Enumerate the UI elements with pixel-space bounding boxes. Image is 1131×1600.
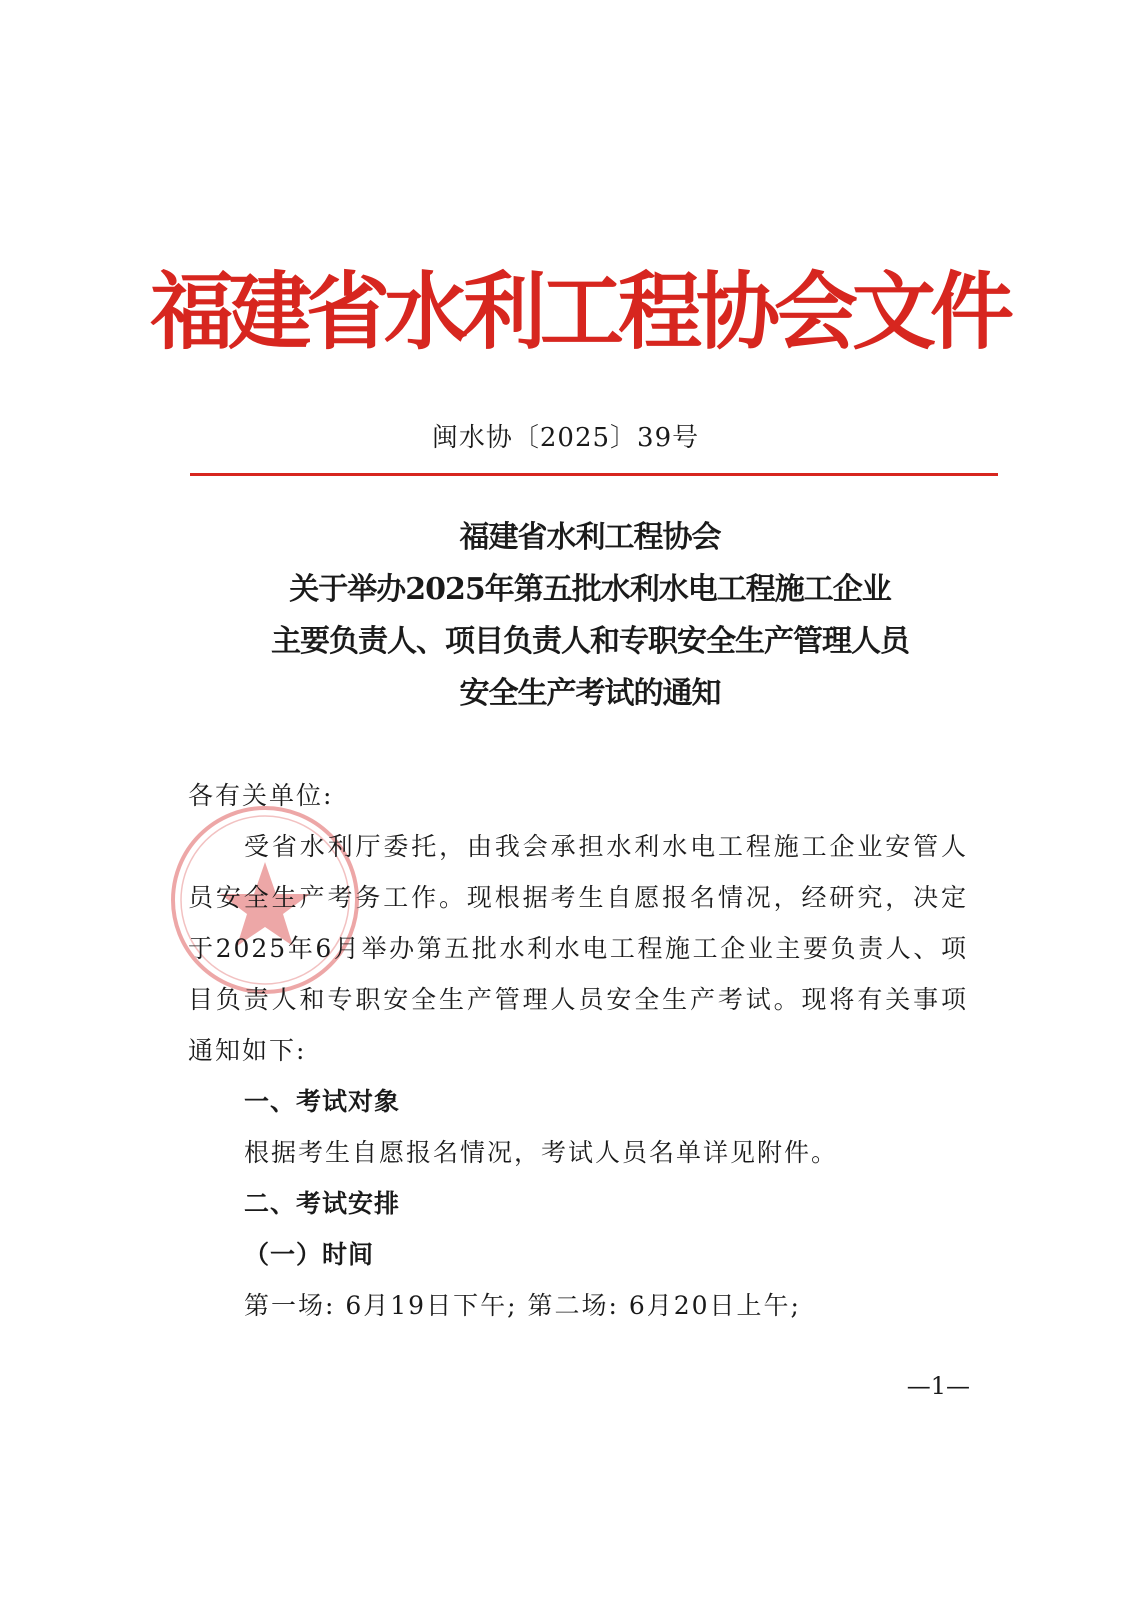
section-2-heading: 二、考试安排	[244, 1189, 401, 1218]
red-divider	[190, 473, 998, 476]
document-number: 闽水协〔2025〕39号	[431, 423, 700, 453]
title-line-4: 安全生产考试的通知	[459, 676, 721, 711]
document-masthead: 福建省水利工程协会文件	[150, 263, 1009, 361]
section-2-subheading-time: （一）时间	[244, 1240, 375, 1269]
title-line-3: 主要负责人、项目负责人和专职安全生产管理人员	[271, 624, 909, 659]
section-1-text: 根据考生自愿报名情况，考试人员名单详见附件。	[244, 1138, 839, 1167]
notice-title	[150, 512, 1030, 720]
title-line-2: 关于举办2025年第五批水利水电工程施工企业	[289, 572, 891, 607]
notice-body	[188, 770, 968, 1331]
salutation: 各有关单位:	[188, 781, 334, 810]
page-number: —1—	[906, 1372, 970, 1400]
section-2-time-text: 第一场: 6月19日下午; 第二场: 6月20日上午;	[244, 1291, 801, 1320]
title-line-1: 福建省水利工程协会	[459, 520, 721, 555]
section-1-heading: 一、考试对象	[244, 1087, 401, 1116]
intro-paragraph: 受省水利厅委托，由我会承担水利水电工程施工企业安管人员安全生产考务工作。现根据考生自愿报名情况，经研究，决定于2025年6月举办第五批水利水电工程施工企业主要负责人、项目负责人和专职安全生产管理人员安全生产考试。现将有关事项通知如下:	[188, 832, 968, 1065]
